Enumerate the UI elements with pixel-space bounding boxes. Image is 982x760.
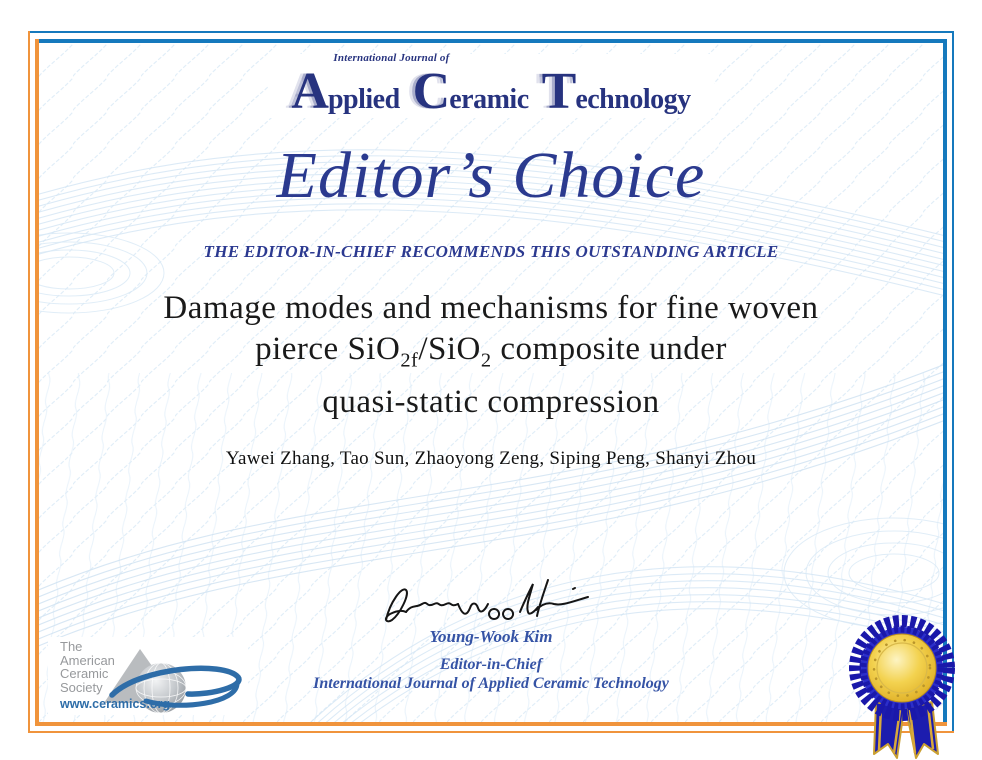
article-title-line2: pierce SiO$_{2f}$/SiO$_2$ composite under [255, 331, 727, 372]
award-ribbon-icon [843, 612, 961, 760]
signer-organization: International Journal of Applied Ceramic Technology [313, 675, 669, 692]
acers-name: The American Ceramic Society [60, 639, 115, 695]
acers-logo [48, 637, 248, 715]
article-authors: Yawei Zhang, Tao Sun, Zhaoyong Zeng, Siping Peng, Shanyi Zhou [225, 448, 757, 469]
outer-border-left [28, 31, 30, 733]
inner-border-bottom [35, 722, 947, 726]
award-title: Editor’s Choice [276, 139, 706, 212]
inner-border-left [35, 39, 39, 726]
masthead-word-ceramic: C eramic [412, 63, 529, 120]
inner-border-top [35, 39, 947, 43]
article-title-line1: Damage modes and mechanisms for fine woven [163, 290, 819, 326]
acers-website: www.ceramics.org [60, 697, 170, 711]
masthead-word-applied: A pplied [291, 63, 400, 120]
outer-border-top [28, 31, 954, 33]
signature-handwriting-icon [376, 574, 606, 626]
masthead-tagline: International Journal of [333, 52, 450, 64]
journal-masthead-wordmark [291, 52, 690, 118]
article-title-line3: quasi-static compression [322, 383, 660, 420]
masthead-word-technology: T echnology [541, 63, 691, 120]
signer-role: Editor-in-Chief [439, 656, 543, 673]
recommendation-line: THE EDITOR-IN-CHIEF RECOMMENDS THIS OUTSTANDING ARTICLE [203, 242, 779, 261]
signer-name: Young-Wook Kim [429, 627, 553, 646]
article-title [0, 288, 982, 423]
journal-masthead [268, 54, 714, 118]
outer-border-bottom [28, 731, 954, 733]
